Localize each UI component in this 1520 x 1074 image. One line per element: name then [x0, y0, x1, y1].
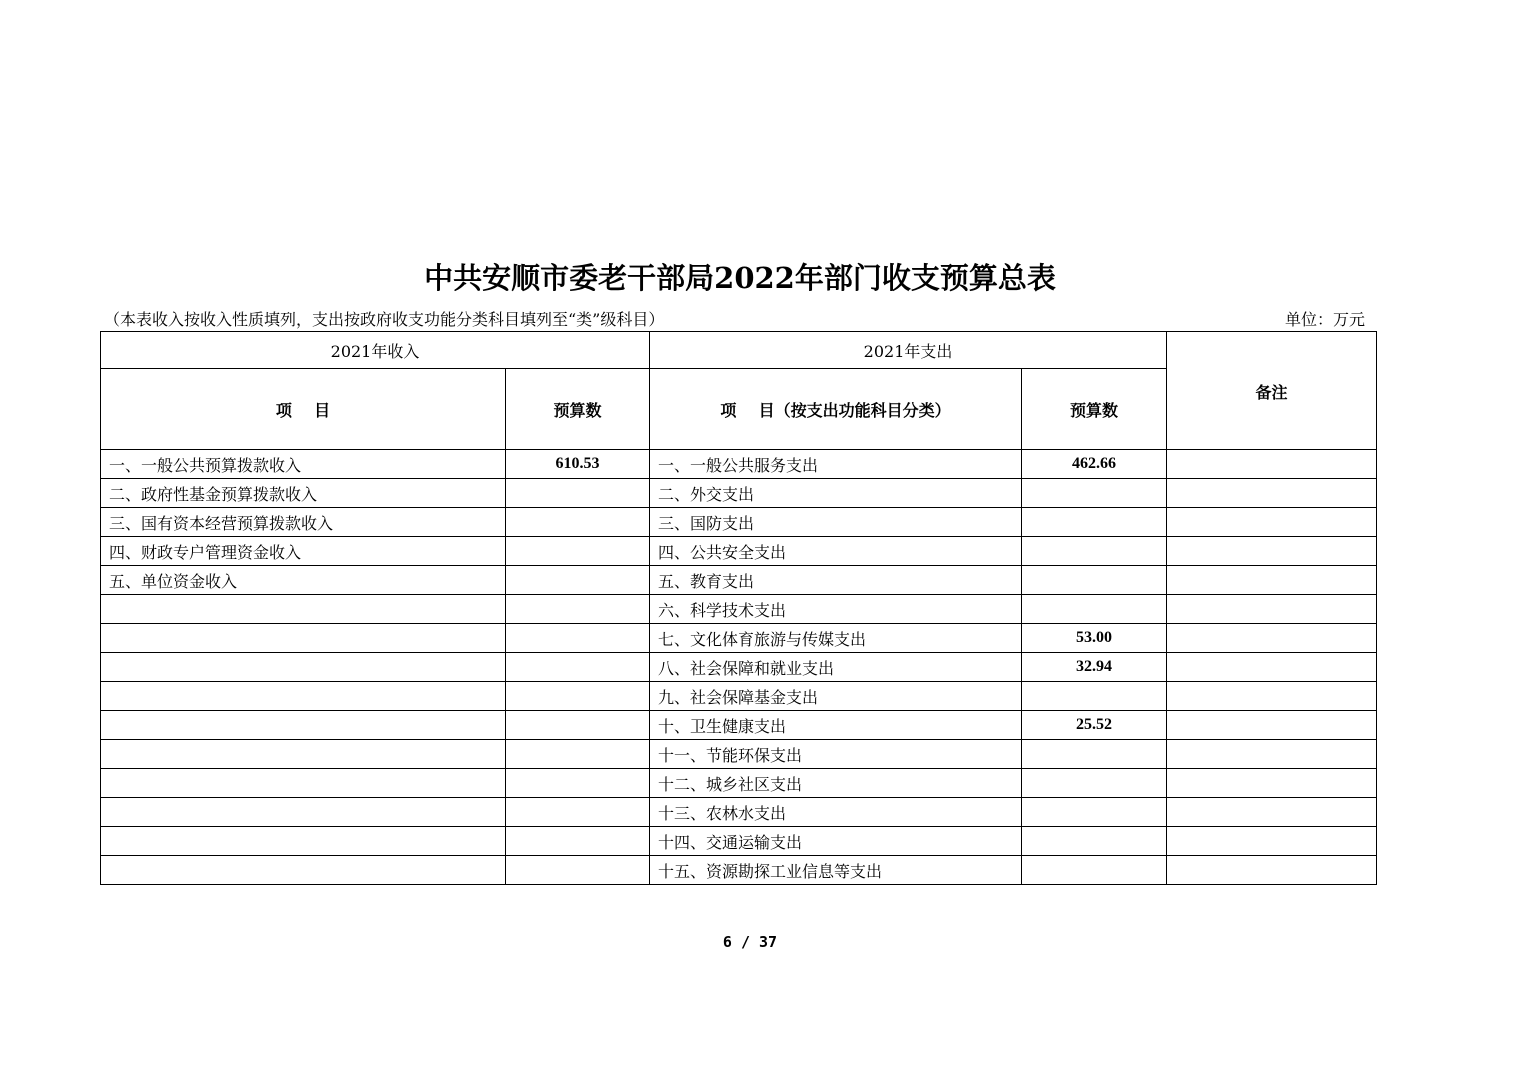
remark-cell	[1167, 595, 1377, 624]
remark-cell	[1167, 450, 1377, 479]
expense-group-header: 2021年支出	[650, 332, 1167, 369]
expense-amount-cell	[1022, 479, 1167, 508]
expense-amount-cell	[1022, 856, 1167, 885]
expense-item-cell: 十、卫生健康支出	[650, 711, 1022, 740]
expense-amount-cell: 32.94	[1022, 653, 1167, 682]
expense-item-cell: 六、科学技术支出	[650, 595, 1022, 624]
expense-amount-cell	[1022, 769, 1167, 798]
remark-cell	[1167, 711, 1377, 740]
income-item-header: 项 目	[101, 369, 506, 450]
remark-cell	[1167, 624, 1377, 653]
table-row	[101, 740, 1377, 769]
expense-amount-cell	[1022, 798, 1167, 827]
table-row	[101, 508, 1377, 537]
expense-amount-cell	[1022, 740, 1167, 769]
remark-cell	[1167, 566, 1377, 595]
remark-cell	[1167, 537, 1377, 566]
page-number: 6 / 37	[722, 933, 778, 951]
table-row	[101, 711, 1377, 740]
expense-item-header: 项 目（按支出功能科目分类）	[650, 369, 1022, 450]
table-row	[101, 479, 1377, 508]
income-amount-cell	[506, 740, 650, 769]
table-row	[101, 856, 1377, 885]
table-row	[101, 769, 1377, 798]
table-note: （本表收入按收入性质填列，支出按政府收支功能分类科目填列至“类”级科目）	[104, 310, 665, 329]
table-row	[101, 682, 1377, 711]
expense-item-cell: 一、一般公共服务支出	[650, 450, 1022, 479]
table-row	[101, 595, 1377, 624]
expense-item-cell: 三、国防支出	[650, 508, 1022, 537]
income-item-cell: 四、财政专户管理资金收入	[101, 537, 506, 566]
income-amount-cell	[506, 508, 650, 537]
unit-label: 单位：万元	[1284, 310, 1365, 329]
income-item-cell	[101, 653, 506, 682]
budget-table	[100, 331, 1377, 885]
income-amount-cell	[506, 682, 650, 711]
expense-item-cell: 十五、资源勘探工业信息等支出	[650, 856, 1022, 885]
header-row-group	[101, 332, 1377, 369]
income-item-cell	[101, 798, 506, 827]
remark-cell	[1167, 769, 1377, 798]
expense-item-cell: 五、教育支出	[650, 566, 1022, 595]
expense-amount-cell	[1022, 566, 1167, 595]
income-amount-cell	[506, 479, 650, 508]
remark-cell	[1167, 798, 1377, 827]
income-item-cell	[101, 856, 506, 885]
income-item-cell	[101, 595, 506, 624]
expense-amount-cell	[1022, 682, 1167, 711]
income-amount-cell	[506, 827, 650, 856]
expense-amount-cell: 53.00	[1022, 624, 1167, 653]
page-title: 中共安顺市委老干部局2022年部门收支预算总表	[424, 261, 1056, 295]
income-item-cell	[101, 682, 506, 711]
table-row	[101, 450, 1377, 479]
remark-cell	[1167, 682, 1377, 711]
remark-cell	[1167, 827, 1377, 856]
income-item-cell	[101, 711, 506, 740]
expense-item-cell: 十二、城乡社区支出	[650, 769, 1022, 798]
income-amount-cell	[506, 856, 650, 885]
remark-cell	[1167, 653, 1377, 682]
expense-amount-header: 预算数	[1022, 369, 1167, 450]
expense-item-cell: 十一、节能环保支出	[650, 740, 1022, 769]
expense-amount-cell	[1022, 595, 1167, 624]
income-amount-cell	[506, 624, 650, 653]
income-item-cell	[101, 740, 506, 769]
income-amount-cell	[506, 711, 650, 740]
remarks-header: 备注	[1167, 332, 1377, 450]
expense-amount-cell	[1022, 537, 1167, 566]
income-item-cell: 一、一般公共预算拨款收入	[101, 450, 506, 479]
income-amount-cell	[506, 566, 650, 595]
table-row	[101, 798, 1377, 827]
income-item-cell	[101, 769, 506, 798]
table-row	[101, 653, 1377, 682]
remark-cell	[1167, 508, 1377, 537]
income-amount-cell: 610.53	[506, 450, 650, 479]
expense-item-cell: 七、文化体育旅游与传媒支出	[650, 624, 1022, 653]
income-item-cell: 三、国有资本经营预算拨款收入	[101, 508, 506, 537]
expense-item-cell: 十三、农林水支出	[650, 798, 1022, 827]
remark-cell	[1167, 856, 1377, 885]
expense-amount-cell: 462.66	[1022, 450, 1167, 479]
table-body	[101, 450, 1377, 885]
expense-item-cell: 四、公共安全支出	[650, 537, 1022, 566]
expense-item-cell: 八、社会保障和就业支出	[650, 653, 1022, 682]
table-row	[101, 624, 1377, 653]
income-amount-header: 预算数	[506, 369, 650, 450]
income-amount-cell	[506, 653, 650, 682]
income-item-cell	[101, 624, 506, 653]
income-amount-cell	[506, 595, 650, 624]
income-amount-cell	[506, 537, 650, 566]
income-amount-cell	[506, 798, 650, 827]
income-amount-cell	[506, 769, 650, 798]
income-item-cell	[101, 827, 506, 856]
expense-item-cell: 二、外交支出	[650, 479, 1022, 508]
table-row	[101, 827, 1377, 856]
income-item-cell: 二、政府性基金预算拨款收入	[101, 479, 506, 508]
income-item-cell: 五、单位资金收入	[101, 566, 506, 595]
income-group-header: 2021年收入	[101, 332, 650, 369]
table-row	[101, 537, 1377, 566]
remark-cell	[1167, 479, 1377, 508]
expense-item-cell: 九、社会保障基金支出	[650, 682, 1022, 711]
table-row	[101, 566, 1377, 595]
remark-cell	[1167, 740, 1377, 769]
expense-amount-cell	[1022, 827, 1167, 856]
expense-item-cell: 十四、交通运输支出	[650, 827, 1022, 856]
expense-amount-cell: 25.52	[1022, 711, 1167, 740]
expense-amount-cell	[1022, 508, 1167, 537]
